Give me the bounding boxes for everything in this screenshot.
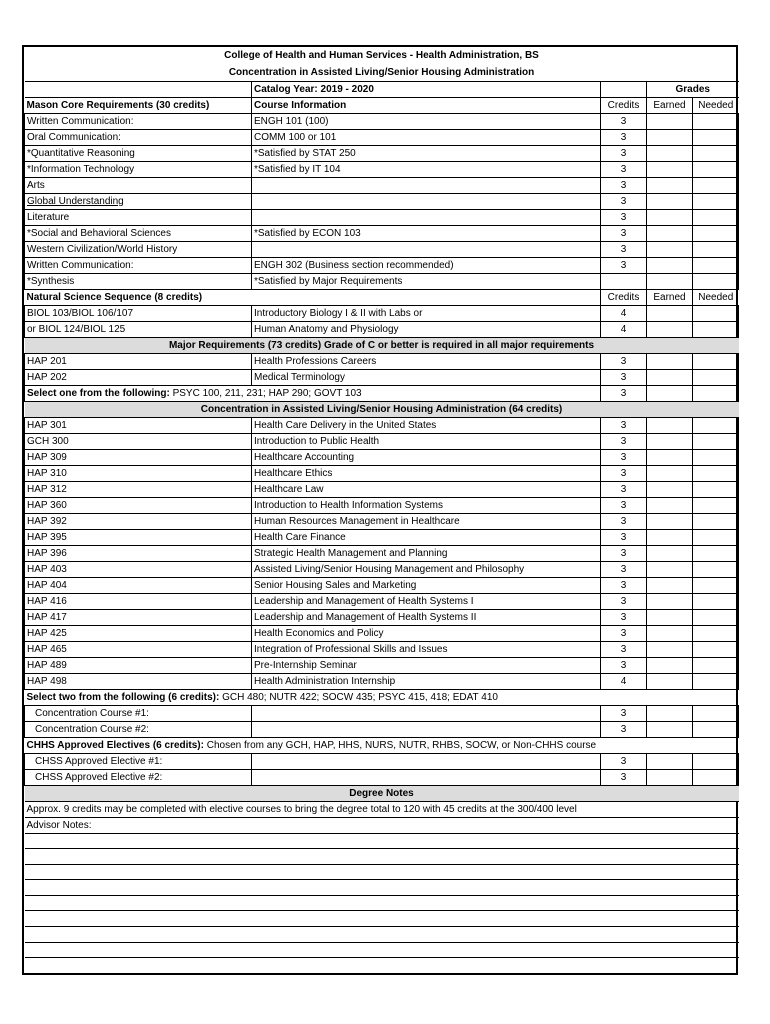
needed-cell[interactable] (693, 593, 739, 609)
needed-cell[interactable] (693, 417, 739, 433)
earned-heading: Earned (647, 97, 693, 113)
earned-cell[interactable] (647, 625, 693, 641)
credits-cell: 3 (601, 497, 647, 513)
advisor-notes-line[interactable] (25, 911, 739, 927)
credits-cell: 3 (601, 513, 647, 529)
earned-cell[interactable] (647, 273, 693, 289)
needed-cell[interactable] (693, 481, 739, 497)
table-row (25, 529, 739, 545)
table-row (25, 433, 739, 449)
course-info-cell: *Satisfied by Major Requirements (252, 273, 601, 289)
table-row (25, 193, 739, 209)
needed-cell[interactable] (693, 385, 739, 401)
requirement-cell: HAP 201 (25, 353, 252, 369)
credits-cell: 4 (601, 305, 647, 321)
grades-heading: Grades (647, 81, 739, 97)
table-row (25, 657, 739, 673)
credits-cell: 3 (601, 609, 647, 625)
course-entry-cell[interactable] (252, 705, 601, 721)
table-row (25, 385, 739, 401)
credits-cell: 3 (601, 369, 647, 385)
needed-cell[interactable] (693, 353, 739, 369)
table-row (25, 225, 739, 241)
earned-cell[interactable] (647, 673, 693, 689)
table-row (25, 161, 739, 177)
credits-cell (601, 273, 647, 289)
needed-cell[interactable] (693, 465, 739, 481)
earned-cell[interactable] (647, 321, 693, 337)
requirement-cell: HAP 202 (25, 369, 252, 385)
worksheet-table (24, 47, 739, 973)
needed-cell[interactable] (693, 721, 739, 737)
requirement-cell: HAP 465 (25, 641, 252, 657)
needed-cell[interactable] (693, 129, 739, 145)
table-row (25, 609, 739, 625)
earned-cell[interactable] (647, 113, 693, 129)
course-info-cell (252, 193, 601, 209)
needed-cell[interactable] (693, 209, 739, 225)
credits-cell: 3 (601, 721, 647, 737)
credits-heading: Credits (601, 289, 647, 305)
course-info-cell: *Satisfied by STAT 250 (252, 145, 601, 161)
course-info-cell: Healthcare Law (252, 481, 601, 497)
course-info-cell: Introduction to Public Health (252, 433, 601, 449)
earned-cell[interactable] (647, 545, 693, 561)
credits-cell: 4 (601, 321, 647, 337)
requirement-cell: HAP 312 (25, 481, 252, 497)
table-row (25, 513, 739, 529)
needed-cell[interactable] (693, 497, 739, 513)
course-info-cell: Integration of Professional Skills and Issues (252, 641, 601, 657)
advisor-notes-line[interactable] (25, 880, 739, 896)
degree-notes-text: Approx. 9 credits may be completed with elective courses to bring the degree total to 120 with 45 credits at the 300/400 level (25, 801, 739, 817)
requirement-cell: HAP 301 (25, 417, 252, 433)
table-row (25, 353, 739, 369)
credits-heading: Credits (601, 97, 647, 113)
needed-cell[interactable] (693, 657, 739, 673)
needed-cell[interactable] (693, 513, 739, 529)
advisor-notes-line[interactable] (25, 849, 739, 865)
course-info-cell: ENGH 302 (Business section recommended) (252, 257, 601, 273)
earned-cell[interactable] (647, 529, 693, 545)
requirement-cell: Arts (25, 177, 252, 193)
table-row (25, 113, 739, 129)
credits-cell: 3 (601, 177, 647, 193)
table-row (25, 561, 739, 577)
select-label: Select one from the following: (27, 387, 170, 399)
catalog-year: Catalog Year: 2019 - 2020 (252, 81, 601, 97)
requirement-cell: Oral Communication: (25, 129, 252, 145)
earned-cell[interactable] (647, 305, 693, 321)
concentration-select-two (25, 689, 739, 705)
course-info-cell: Assisted Living/Senior Housing Management and Philosophy (252, 561, 601, 577)
requirement-cell: HAP 489 (25, 657, 252, 673)
table-row (25, 209, 739, 225)
course-info-cell: Health Care Delivery in the United States (252, 417, 601, 433)
earned-cell[interactable] (647, 129, 693, 145)
earned-cell[interactable] (647, 145, 693, 161)
needed-cell[interactable] (693, 769, 739, 785)
credits-cell: 4 (601, 673, 647, 689)
advisor-notes-line[interactable] (25, 895, 739, 911)
needed-heading: Needed (693, 289, 739, 305)
credits-cell: 3 (601, 577, 647, 593)
credits-cell: 3 (601, 145, 647, 161)
course-info-heading: Course Information (252, 97, 601, 113)
credits-cell: 3 (601, 209, 647, 225)
requirement-cell: BIOL 103/BIOL 106/107 (25, 305, 252, 321)
course-info-cell: Healthcare Ethics (252, 465, 601, 481)
requirement-cell: HAP 392 (25, 513, 252, 529)
mason-core-heading: Mason Core Requirements (30 credits) (26, 99, 210, 111)
needed-cell[interactable] (693, 273, 739, 289)
earned-cell[interactable] (647, 481, 693, 497)
credits-cell: 3 (601, 433, 647, 449)
needed-cell[interactable] (693, 305, 739, 321)
needed-cell[interactable] (693, 625, 739, 641)
advisor-notes-line[interactable] (25, 958, 739, 974)
earned-cell[interactable] (647, 641, 693, 657)
requirement-cell: or BIOL 124/BIOL 125 (25, 321, 252, 337)
requirement-cell: Written Communication: (25, 113, 252, 129)
course-info-cell: Human Resources Management in Healthcare (252, 513, 601, 529)
table-row (25, 129, 739, 145)
course-entry-cell[interactable] (252, 769, 601, 785)
requirement-cell: HAP 310 (25, 465, 252, 481)
earned-cell[interactable] (647, 161, 693, 177)
earned-cell[interactable] (647, 209, 693, 225)
credits-cell: 3 (601, 225, 647, 241)
earned-cell[interactable] (647, 561, 693, 577)
requirement-cell: Literature (25, 209, 252, 225)
needed-cell[interactable] (693, 577, 739, 593)
earned-cell[interactable] (647, 593, 693, 609)
earned-cell[interactable] (647, 241, 693, 257)
requirement-cell: HAP 309 (25, 449, 252, 465)
natural-science-heading: Natural Science Sequence (8 credits) (25, 289, 601, 305)
requirement-cell: *Social and Behavioral Sciences (25, 225, 252, 241)
course-info-cell: *Satisfied by IT 104 (252, 161, 601, 177)
credits-cell: 3 (601, 641, 647, 657)
earned-cell[interactable] (647, 721, 693, 737)
course-info-cell (252, 177, 601, 193)
table-row (25, 577, 739, 593)
advisor-notes-line[interactable] (25, 927, 739, 943)
advisor-notes-line[interactable] (25, 833, 739, 849)
needed-cell[interactable] (693, 225, 739, 241)
requirement-cell: HAP 403 (25, 561, 252, 577)
needed-cell[interactable] (693, 433, 739, 449)
advisor-notes-line[interactable] (25, 864, 739, 880)
needed-cell[interactable] (693, 609, 739, 625)
needed-cell[interactable] (693, 161, 739, 177)
credits-cell: 3 (601, 465, 647, 481)
needed-cell[interactable] (693, 449, 739, 465)
electives-label: CHHS Approved Electives (6 credits): (26, 739, 204, 751)
table-row (25, 449, 739, 465)
course-info-cell: Leadership and Management of Health Systems II (252, 609, 601, 625)
credits-cell: 3 (601, 417, 647, 433)
credits-cell: 3 (601, 625, 647, 641)
table-row (25, 673, 739, 689)
requirement-cell: Western Civilization/World History (25, 241, 252, 257)
table-row (25, 369, 739, 385)
requirement-cell: *Synthesis (25, 273, 252, 289)
needed-cell[interactable] (693, 321, 739, 337)
table-row (25, 241, 739, 257)
earned-cell[interactable] (647, 577, 693, 593)
earned-cell[interactable] (647, 497, 693, 513)
requirement-cell: Concentration Course #1: (25, 705, 252, 721)
credits-cell: 3 (601, 385, 647, 401)
table-row (25, 769, 739, 785)
earned-cell[interactable] (647, 353, 693, 369)
needed-heading: Needed (693, 97, 739, 113)
table-row (25, 545, 739, 561)
credits-cell: 3 (601, 529, 647, 545)
earned-cell[interactable] (647, 465, 693, 481)
needed-cell[interactable] (693, 705, 739, 721)
requirement-cell: Written Communication: (25, 257, 252, 273)
advisor-notes-line[interactable] (25, 942, 739, 958)
needed-cell[interactable] (693, 177, 739, 193)
table-row (25, 641, 739, 657)
table-row (25, 177, 739, 193)
table-row (25, 497, 739, 513)
credits-cell: 3 (601, 449, 647, 465)
earned-cell[interactable] (647, 449, 693, 465)
needed-cell[interactable] (693, 257, 739, 273)
course-info-cell: Pre-Internship Seminar (252, 657, 601, 673)
table-row (25, 257, 739, 273)
requirement-cell: HAP 425 (25, 625, 252, 641)
needed-cell[interactable] (693, 529, 739, 545)
table-row (25, 625, 739, 641)
table-row (25, 705, 739, 721)
credits-cell: 3 (601, 113, 647, 129)
course-info-cell: Health Economics and Policy (252, 625, 601, 641)
credits-cell: 3 (601, 593, 647, 609)
course-info-cell: Medical Terminology (252, 369, 601, 385)
advisor-notes-label: Advisor Notes: (26, 819, 92, 831)
earned-cell[interactable] (647, 257, 693, 273)
needed-cell[interactable] (693, 369, 739, 385)
sheet-title: College of Health and Human Services - Health Administration, BS (224, 50, 539, 61)
course-info-cell: *Satisfied by ECON 103 (252, 225, 601, 241)
course-info-cell (252, 209, 601, 225)
earned-cell[interactable] (647, 609, 693, 625)
credits-cell: 3 (601, 257, 647, 273)
needed-cell[interactable] (693, 561, 739, 577)
credits-cell: 3 (601, 705, 647, 721)
select-options: GCH 480; NUTR 422; SOCW 435; PSYC 415, 418; EDAT 410 (219, 691, 498, 703)
requirement-cell: Concentration Course #2: (25, 721, 252, 737)
blank-cell (601, 81, 647, 97)
needed-cell[interactable] (693, 241, 739, 257)
course-entry-cell[interactable] (252, 753, 601, 769)
requirement-cell: *Quantitative Reasoning (25, 145, 252, 161)
select-options: PSYC 100, 211, 231; HAP 290; GOVT 103 (169, 387, 362, 399)
table-row (25, 321, 739, 337)
earned-cell[interactable] (647, 225, 693, 241)
requirement-cell: *Information Technology (25, 161, 252, 177)
course-info-cell: Introduction to Health Information Systems (252, 497, 601, 513)
earned-cell[interactable] (647, 513, 693, 529)
credits-cell: 3 (601, 241, 647, 257)
concentration-heading: Concentration in Assisted Living/Senior Housing Administration (64 credits) (25, 401, 739, 417)
needed-cell[interactable] (693, 113, 739, 129)
sheet-subtitle: Concentration in Assisted Living/Senior Housing Administration (25, 64, 739, 81)
earned-cell[interactable] (647, 769, 693, 785)
course-info-cell: Healthcare Accounting (252, 449, 601, 465)
needed-cell[interactable] (693, 641, 739, 657)
needed-cell[interactable] (693, 545, 739, 561)
course-entry-cell[interactable] (252, 721, 601, 737)
credits-cell: 3 (601, 481, 647, 497)
requirement-cell: HAP 396 (25, 545, 252, 561)
earned-cell[interactable] (647, 193, 693, 209)
requirement-cell: HAP 417 (25, 609, 252, 625)
course-info-cell: Health Care Finance (252, 529, 601, 545)
earned-cell[interactable] (647, 705, 693, 721)
earned-cell[interactable] (647, 433, 693, 449)
table-row (25, 721, 739, 737)
requirement-cell: HAP 404 (25, 577, 252, 593)
major-requirements-heading: Major Requirements (73 credits) Grade of C or better is required in all major requirements (25, 337, 739, 353)
table-row (25, 465, 739, 481)
course-info-cell: Health Administration Internship (252, 673, 601, 689)
table-row (25, 481, 739, 497)
credits-cell: 3 (601, 769, 647, 785)
needed-cell[interactable] (693, 145, 739, 161)
degree-worksheet (22, 45, 738, 975)
course-info-cell: Human Anatomy and Physiology (252, 321, 601, 337)
course-info-cell: Leadership and Management of Health Systems I (252, 593, 601, 609)
degree-notes-heading: Degree Notes (25, 785, 739, 801)
major-select-one (25, 385, 601, 401)
course-info-cell (252, 241, 601, 257)
credits-cell: 3 (601, 561, 647, 577)
credits-cell: 3 (601, 161, 647, 177)
course-info-cell: Introductory Biology I & II with Labs or (252, 305, 601, 321)
requirement-cell: Global Understanding (25, 193, 252, 209)
credits-cell: 3 (601, 545, 647, 561)
earned-heading: Earned (647, 289, 693, 305)
requirement-cell: HAP 395 (25, 529, 252, 545)
requirement-cell: HAP 498 (25, 673, 252, 689)
earned-cell[interactable] (647, 385, 693, 401)
credits-cell: 3 (601, 353, 647, 369)
select-label: Select two from the following (6 credits): (26, 691, 220, 703)
requirement-cell: HAP 360 (25, 497, 252, 513)
needed-cell[interactable] (693, 193, 739, 209)
course-info-cell: COMM 100 or 101 (252, 129, 601, 145)
requirement-cell: GCH 300 (25, 433, 252, 449)
credits-cell: 3 (601, 753, 647, 769)
earned-cell[interactable] (647, 417, 693, 433)
course-info-cell: Strategic Health Management and Planning (252, 545, 601, 561)
table-row (25, 273, 739, 289)
table-row (25, 417, 739, 433)
earned-cell[interactable] (647, 369, 693, 385)
credits-cell: 3 (601, 193, 647, 209)
needed-cell[interactable] (693, 673, 739, 689)
earned-cell[interactable] (647, 657, 693, 673)
table-row (25, 145, 739, 161)
blank-cell (25, 81, 252, 97)
table-row (25, 753, 739, 769)
course-info-cell: Senior Housing Sales and Marketing (252, 577, 601, 593)
credits-cell: 3 (601, 657, 647, 673)
course-info-cell: ENGH 101 (100) (252, 113, 601, 129)
table-row (25, 593, 739, 609)
electives-text: Chosen from any GCH, HAP, HHS, NURS, NUTR, RHBS, SOCW, or Non-CHHS course (203, 739, 597, 751)
requirement-cell: HAP 416 (25, 593, 252, 609)
course-info-cell: Health Professions Careers (252, 353, 601, 369)
needed-cell[interactable] (693, 753, 739, 769)
requirement-cell: CHSS Approved Elective #2: (25, 769, 252, 785)
credits-cell: 3 (601, 129, 647, 145)
earned-cell[interactable] (647, 177, 693, 193)
earned-cell[interactable] (647, 753, 693, 769)
table-row (25, 305, 739, 321)
electives-heading (25, 737, 739, 753)
requirement-cell: CHSS Approved Elective #1: (25, 753, 252, 769)
